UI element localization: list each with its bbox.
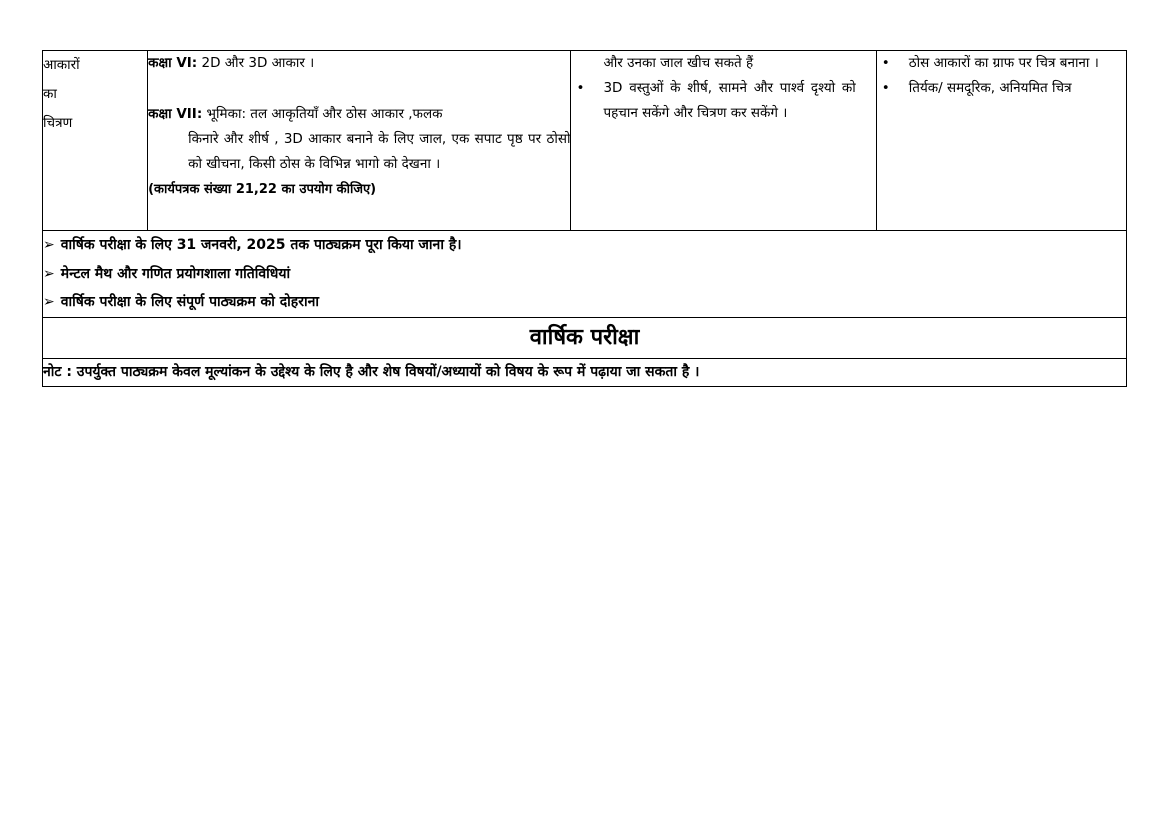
table-row [43, 51, 1127, 231]
list-item: ➢ वार्षिक परीक्षा के लिए 31 जनवरी, 2025 तक पाठ्यक्रम पूरा किया जाना है। [43, 237, 462, 253]
class7-text-continued: किनारे और शीर्ष , 3D आकार बनाने के लिए जाल, एक सपाट पृष्ठ पर ठोसो को खीचना, किसी ठोस के विभिन्न भागो को देखना । [188, 131, 571, 172]
table-row [43, 317, 1127, 358]
table-row [43, 231, 1127, 318]
class7-text: भूमिका: तल आकृतियाँ और ठोस आकार ,फलक [202, 106, 443, 122]
bullet-icon: • [576, 80, 585, 96]
list-item: • 3D वस्तुओं के शीर्ष, सामने और पार्श्व दृश्यो को पहचान सकेंगे और चित्रण कर सकेंगे । [571, 76, 855, 126]
topic-line: का [43, 86, 57, 102]
arrow-bullet-icon: ➢ [43, 237, 55, 253]
list-item: ➢ वार्षिक परीक्षा के लिए संपूर्ण पाठ्यक्रम को दोहराना [43, 294, 319, 310]
arrow-list-cell [43, 231, 1127, 318]
exam-heading: वार्षिक परीक्षा [43, 317, 1127, 358]
topic-line: चित्रण [43, 115, 73, 131]
class6-label: कक्षा VI: [148, 55, 198, 71]
topic-line: आकारों [43, 57, 80, 73]
bullet-icon: • [881, 80, 890, 96]
list-item: • ठोस आकारों का ग्राफ पर चित्र बनाना । [877, 51, 1106, 76]
arrow-bullet-icon: ➢ [43, 294, 55, 310]
list-item: और उनका जाल खीच सकते हैं [603, 55, 754, 71]
list-item: ➢ मेन्टल मैथ और गणित प्रयोगशाला गतिविधियां [43, 265, 291, 282]
note-text: नोट : उपर्युक्त पाठ्यक्रम केवल मूल्यांकन के उद्देश्य के लिए है और शेष विषयों/अध्यायों को विषय के रूप में पढ़ाया जा सकता है । [43, 358, 1127, 386]
class6-text: 2D और 3D आकार । [197, 55, 315, 71]
list-item: • तिर्यक/ समदूरिक, अनियमित चित्र [877, 76, 1106, 101]
arrow-bullet-icon: ➢ [43, 265, 55, 282]
topic-cell [43, 51, 148, 231]
class6-paragraph [148, 51, 570, 76]
bullet-icon: • [881, 55, 890, 71]
outcomes-cell [571, 51, 876, 231]
syllabus-table [42, 50, 1127, 387]
table-row [43, 358, 1127, 386]
class7-label: कक्षा VII: [148, 106, 203, 122]
content-cell [148, 51, 571, 231]
worksheet-note: (कार्यपत्रक संख्या 21,22 का उपयोग कीजिए) [148, 182, 377, 197]
class7-paragraph [148, 102, 570, 127]
activities-cell [876, 51, 1126, 231]
